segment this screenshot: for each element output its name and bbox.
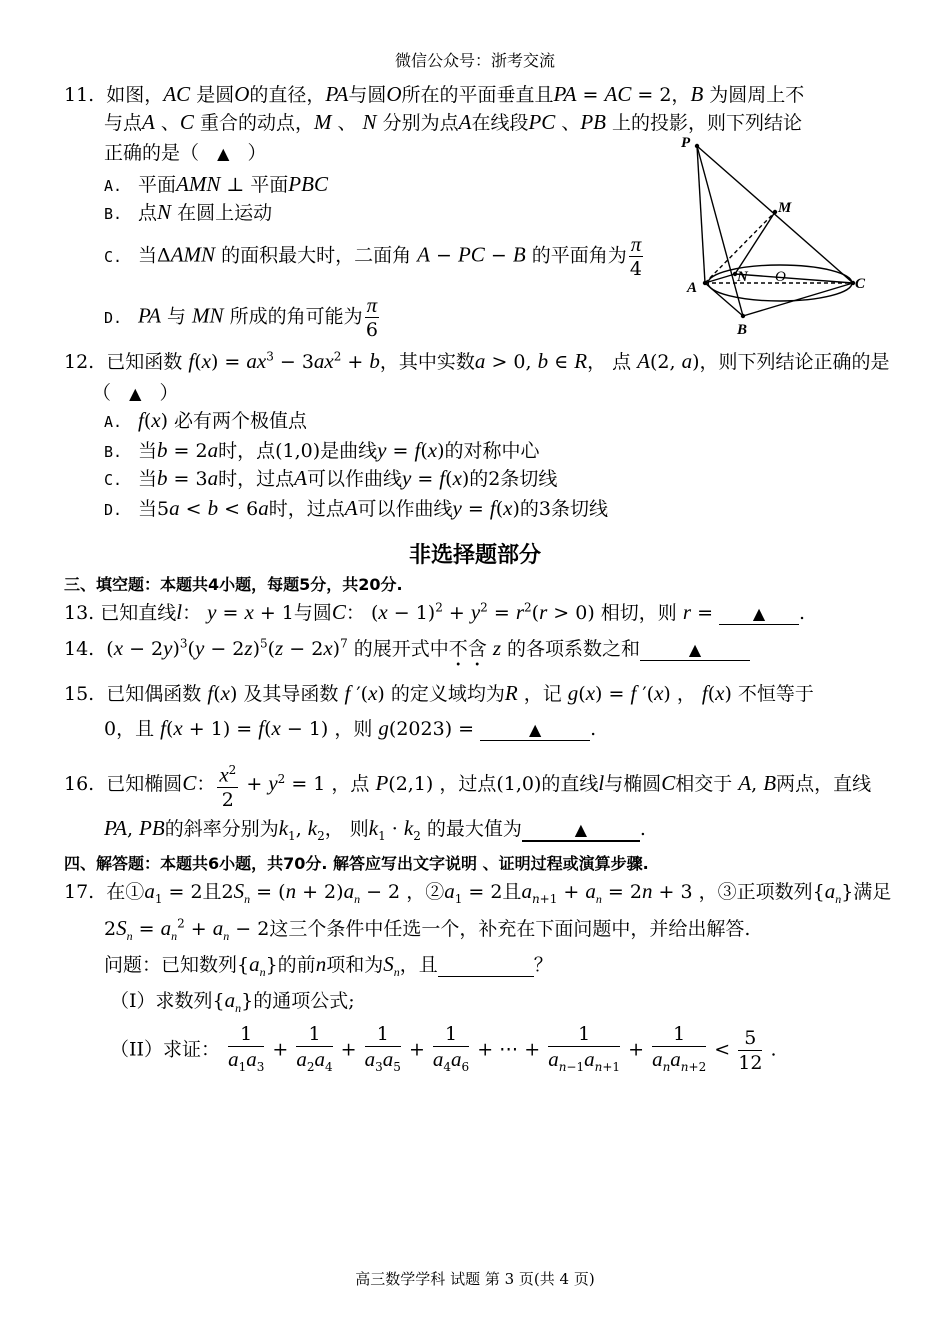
label-n: N <box>737 269 748 285</box>
q13-number: 13. <box>64 602 95 624</box>
q12-option-d: D. 当5a < b < 6a时，过点A可以作曲线y = f(x)的3条切线 <box>104 496 608 520</box>
label-p: P <box>681 135 691 151</box>
page-header: 微信公众号：浙考交流 <box>394 51 555 70</box>
q11-option-a: A. 平面AMN ⊥ 平面PBC <box>104 172 328 196</box>
q16-line1: 16. 已知椭圆C： $\frac{x^2}{2}$ + $y^2 = 1$ ，点 P(2,1) ，过点(1,0)的直线l与椭圆C相交于 A, B两点，直线 <box>64 758 871 812</box>
seg-ab <box>705 283 743 316</box>
q17-line3: 问题：已知数列$\{a_n\}$的前n项和为$S_n$，且 ？ <box>104 952 553 979</box>
q11-number: 11. <box>64 84 95 106</box>
q11-option-c: C. 当ΔAMN 的面积最大时，二面角 A − PC − B 的平面角为 $\frac{\pi}{4}$ <box>104 232 643 280</box>
frac-pi-over-4: $\frac{\pi}{4}$ <box>629 232 643 280</box>
q12-option-a: A. f(x) 必有两个极值点 <box>104 408 308 432</box>
q17-part2: （II）求证： $\frac{1}{a_1a_3}$ + $\frac{1}{a_2a_4}$ + $\frac{1}{a_3a_5}$ + $\frac{1}{a_4a_6}$ + ⋯ + $\frac{1}{a_{n-1}a_{n+1}}$ + $\frac{1}{a_na_{n+2}}$ < $\frac{5}{12}$ . <box>110 1023 777 1074</box>
q16-number: 16. <box>64 773 95 796</box>
frac-x2-over-2: $\frac{x^2}{2}$ <box>217 758 238 812</box>
label-m: M <box>778 200 792 216</box>
q17-line2: $2S_n = a_n^2 + a_n - 2$这三个条件中任选一个，补充在下面问题中，并给出解答. <box>104 916 751 943</box>
fill-heading: 三、填空题：本题共4小题，每题5分，共20分. <box>64 575 403 594</box>
solve-heading: 四、解答题：本题共6小题，共70分. 解答应写出文字说明 、证明过程或演算步骤. <box>64 854 649 873</box>
q15-number: 15. <box>64 683 95 705</box>
q11-option-d: D. PA 与 MN 所成的角可能为 $\frac{\pi}{6}$ <box>104 293 378 341</box>
frac-pi-over-6: $\frac{\pi}{6}$ <box>365 293 378 341</box>
q16-line2: PA, PB的斜率分别为$k_1$, $k_2$， 则$k_1 \cdot k_2$ 的最大值为 ▲ . <box>104 816 646 843</box>
q15-line2: 0，且 f(x + 1) = f(x − 1) ，则 g(2023) = ▲ . <box>104 716 597 740</box>
seg-nc <box>735 274 853 283</box>
answer-mark: ▲ <box>528 720 542 739</box>
q17-number: 17. <box>64 881 95 903</box>
q14-number: 14. <box>64 638 95 660</box>
q12-line1: 12. 已知函数 $f(x) = ax^3 - 3ax^2 + b$，其中实数a > 0, b ∈ R， 点 A(2, a)，则下列结论正确的是 <box>64 349 890 373</box>
section-title: 非选择题部分 <box>408 543 541 568</box>
q11-line2: 与点A 、C 重合的动点，M 、 N 分别为点A在线段PC 、PB 上的投影，则下列结论 <box>104 110 803 134</box>
answer-mark: ▲ <box>129 384 142 403</box>
label-c: C <box>855 276 866 292</box>
q12-line2: （ ▲ ） <box>92 382 179 404</box>
q12-option-c: C. 当b = 3a时，过点A可以作曲线y = f(x)的2条切线 <box>104 466 558 490</box>
page-footer: 高三数学学科 试题 第 3 页(共 4 页) <box>355 1270 595 1288</box>
geometry-figure <box>675 132 875 342</box>
q11-option-b: B. 点N 在圆上运动 <box>104 200 273 224</box>
label-b: B <box>737 322 748 338</box>
q15-line1: 15. 已知偶函数 f(x) 及其导函数 f ′(x) 的定义域均为R ，记 g(x) = f ′(x) ， f(x) 不恒等于 <box>64 681 814 705</box>
answer-mark: ▲ <box>752 604 766 623</box>
answer-mark: ▲ <box>217 144 230 163</box>
seg-pc <box>697 146 853 283</box>
answer-mark: ▲ <box>688 640 702 659</box>
q17-line1: 17. 在$①a_1 = 2$且$2S_n = (n + 2)a_n - 2$ ，$②a_1 = 2$且$a_{n+1} + a_n = 2n + 3$ ，③正项数列$\{a_n\}$满足 <box>64 879 892 906</box>
q12-option-b: B. 当b = 2a时，点(1,0)是曲线y = f(x)的对称中心 <box>104 438 540 462</box>
seg-pa <box>697 146 705 283</box>
seg-pb <box>697 146 743 316</box>
label-o: O <box>775 269 786 285</box>
label-a: A <box>687 280 698 296</box>
answer-mark: ▲ <box>574 820 588 839</box>
seg-bc <box>743 283 853 316</box>
q14-line: 14. $(x - 2y)^3(y - 2z)^5(z - 2x)^7$ 的展开式中不含 z 的各项系数之和 ▲ <box>64 634 750 671</box>
q11-line1: 11. 如图，AC 是圆O的直径，PA与圆O所在的平面垂直且PA = AC = 2，B 为圆周上不 <box>64 82 805 106</box>
q12-number: 12. <box>64 351 95 373</box>
q17-part1: （I）求数列$\{a_n\}$的通项公式; <box>110 988 355 1015</box>
q13-line: 13. 已知直线l： y = x + 1与圆C： $(x - 1)^2 + y^2 = r^2(r > 0)$ 相切，则 r = ▲ . <box>64 600 806 624</box>
q11-line3: 正确的是（ ▲ ） <box>104 142 267 164</box>
